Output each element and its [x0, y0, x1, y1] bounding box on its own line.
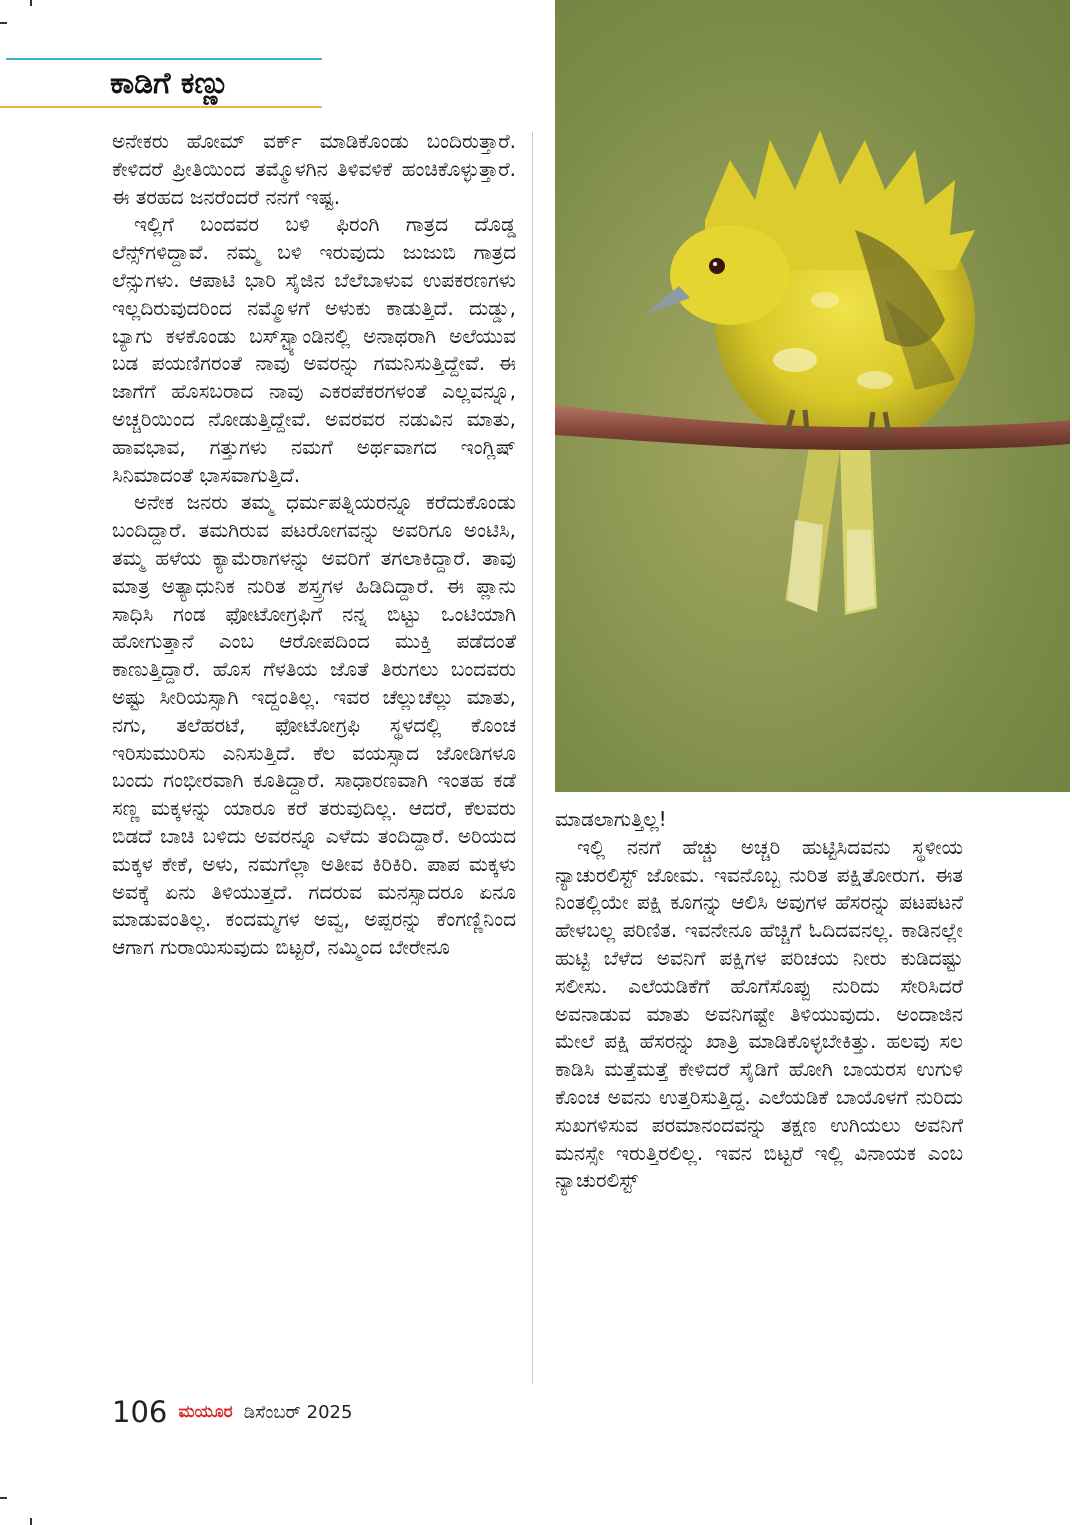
magazine-logo: ಮಯೂರ: [178, 1402, 233, 1422]
crop-mark: [0, 1497, 7, 1499]
bird-photo: [555, 0, 1070, 792]
header-rule-bottom: [0, 106, 322, 108]
issue-date: ಡಿಸೆಂಬರ್ 2025: [243, 1401, 353, 1423]
paragraph: ಅನೇಕ ಜನರು ತಮ್ಮ ಧರ್ಮಪತ್ನಿಯರನ್ನೂ ಕರೆದುಕೊಂಡು ಬಂದಿದ್ದಾರೆ. ತಮಗಿರುವ ಪಟರೋಗವನ್ನು ಅವರಿಗೂ ಅಂಟಿಸಿ, ತಮ್ಮ ಹಳೆಯ ಕ್ಯಾಮೆರಾಗಳನ್ನು ಅವರಿಗೆ ತಗಲಾಕಿದ್ದಾರೆ. ತಾವು ಮಾತ್ರ ಅತ್ಯಾಧುನಿಕ ನುರಿತ ಶಸ್ತ್ರಗಳ ಹಿಡಿದಿದ್ದಾರೆ. ಈ ಪ್ಲಾನು ಸಾಧಿಸಿ ಗಂಡ ಫೋಟೋಗ್ರಫಿಗೆ ನನ್ನ ಬಿಟ್ಟು ಒಂಟಿಯಾಗಿ ಹೋಗುತ್ತಾನೆ ಎಂಬ ಆರೋಪದಿಂದ ಮುಕ್ತಿ ಪಡೆದಂತೆ ಕಾಣುತ್ತಿದ್ದಾರೆ. ಹೊಸ ಗೆಳತಿಯ ಜೊತೆ ತಿರುಗಲು ಬಂದವರು ಅಷ್ಟು ಸೀರಿಯಸ್ಸಾಗಿ ಇದ್ದಂತಿಲ್ಲ. ಇವರ ಚೆಲ್ಲುಚೆಲ್ಲು ಮಾತು, ನಗು, ತಲೆಹರಟೆ, ಫೋಟೋಗ್ರಫಿ ಸ್ಥಳದಲ್ಲಿ ಕೊಂಚ ಇರಿಸುಮುರಿಸು ಎನಿಸುತ್ತಿದೆ. ಕೆಲ ವಯಸ್ಸಾದ ಜೋಡಿಗಳೂ ಬಂದು ಗಂಭೀರವಾಗಿ ಕೂತಿದ್ದಾರೆ. ಸಾಧಾರಣವಾಗಿ ಇಂತಹ ಕಡೆ ಸಣ್ಣ ಮಕ್ಕಳನ್ನು ಯಾರೂ ಕರೆ ತರುವುದಿಲ್ಲ. ಆದರೆ, ಕೆಲವರು ಬಿಡದೆ ಬಾಚಿ ಬಳಿದು ಅವರನ್ನೂ ಎಳೆದು ತಂದಿದ್ದಾರೆ. ಅರಿಯದ ಮಕ್ಕಳ ಕೇಕೆ, ಅಳು, ನಮಗೆಲ್ಲಾ ಅತೀವ ಕಿರಿಕಿರಿ. ಪಾಪ ಮಕ್ಕಳು ಅವಕ್ಕೆ ಏನು ತಿಳಿಯುತ್ತದೆ. ಗದರುವ ಮನಸ್ಸಾದರೂ ಏನೂ ಮಾಡುವಂತಿಲ್ಲ. ಕಂದಮ್ಮಗಳ ಅವ್ವ, ಅಪ್ಪರನ್ನು ಕೆಂಗಣ್ಣಿನಿಂದ ಆಗಾಗ ಗುರಾಯಿಸುವುದು ಬಿಟ್ಟರೆ, ನಮ್ಮಿಂದ ಬೇರೇನೂ: [112, 490, 516, 960]
paragraph: ಅನೇಕರು ಹೋಮ್ ವರ್ಕ್ ಮಾಡಿಕೊಂಡು ಬಂದಿರುತ್ತಾರೆ. ಕೇಳಿದರೆ ಪ್ರೀತಿಯಿಂದ ತಮ್ಮೊಳಗಿನ ತಿಳಿವಳಿಕೆ ಹಂಚಿಕೊಳ್ಳುತ್ತಾರೆ. ಈ ತರಹದ ಜನರೆಂದರೆ ನನಗೆ ಇಷ್ಟ.: [112, 129, 516, 209]
header-rule-top: [6, 58, 322, 60]
crop-mark: [30, 1518, 32, 1525]
article-column-left: [112, 128, 516, 962]
page-footer: [112, 1394, 352, 1430]
article-column-right: [555, 806, 963, 1195]
crop-mark: [0, 22, 7, 24]
section-header: [0, 58, 322, 110]
page-number: 106: [112, 1395, 168, 1429]
paragraph: ಇಲ್ಲಿ ನನಗೆ ಹೆಚ್ಚು ಅಚ್ಚರಿ ಹುಟ್ಟಿಸಿದವನು ಸ್ಥಳೀಯ ನ್ಯಾಚುರಲಿಸ್ಟ್ ಜೋಮ. ಇವನೊಬ್ಬ ನುರಿತ ಪಕ್ಷಿತೋರುಗ. ಈತ ನಿಂತಲ್ಲಿಯೇ ಪಕ್ಷಿ ಕೂಗನ್ನು ಆಲಿಸಿ ಅವುಗಳ ಹೆಸರನ್ನು ಪಟಪಟನೆ ಹೇಳಬಲ್ಲ ಪರಿಣಿತ. ಇವನೇನೂ ಹೆಚ್ಚಿಗೆ ಓದಿದವನಲ್ಲ. ಕಾಡಿನಲ್ಲೇ ಹುಟ್ಟಿ ಬೆಳೆದ ಅವನಿಗೆ ಪಕ್ಷಿಗಳ ಪರಿಚಯ ನೀರು ಕುಡಿದಷ್ಟು ಸಲೀಸು. ಎಲೆಯಡಿಕೆಗೆ ಹೊಗೆಸೊಪ್ಪು ನುರಿದು ಸೇರಿಸಿದರೆ ಅವನಾಡುವ ಮಾತು ಅವನಿಗಷ್ಟೇ ತಿಳಿಯುವುದು. ಅಂದಾಜಿನ ಮೇಲೆ ಪಕ್ಷಿ ಹೆಸರನ್ನು ಖಾತ್ರಿ ಮಾಡಿಕೊಳ್ಳಬೇಕಿತ್ತು. ಹಲವು ಸಲ ಕಾಡಿಸಿ ಮತ್ತೆಮತ್ತೆ ಕೇಳಿದರೆ ಸೈಡಿಗೆ ಹೋಗಿ ಬಾಯರಸ ಉಗುಳಿ ಕೊಂಚ ಅವನು ಉತ್ತರಿಸುತ್ತಿದ್ದ. ಎಲೆಯಡಿಕೆ ಬಾಯೊಳಗೆ ನುರಿದು ಸುಖಗಳಿಸುವ ಪರಮಾನಂದವನ್ನು ತಕ್ಷಣ ಉಗಿಯಲು ಅವನಿಗೆ ಮನಸ್ಸೇ ಇರುತ್ತಿರಲಿಲ್ಲ. ಇವನ ಬಿಟ್ಟರೆ ಇಲ್ಲಿ ವಿನಾಯಕ ಎಂಬ ನ್ಯಾಚುರಲಿಸ್ಟ್: [555, 834, 963, 1193]
crop-mark: [30, 0, 32, 6]
bird-icon: [555, 0, 1070, 792]
paragraph: ಮಾಡಲಾಗುತ್ತಿಲ್ಲ!: [555, 807, 667, 831]
section-title: ಕಾಡಿಗೆ ಕಣ್ಣು: [110, 66, 230, 101]
column-divider: [532, 132, 533, 1384]
paragraph: ಇಲ್ಲಿಗೆ ಬಂದವರ ಬಳಿ ಫಿರಂಗಿ ಗಾತ್ರದ ದೊಡ್ಡ ಲೆನ್ಸ್‌ಗಳಿದ್ದಾವೆ. ನಮ್ಮ ಬಳಿ ಇರುವುದು ಜುಜುಬಿ ಗಾತ್ರದ ಲೆನ್ಸುಗಳು. ಆಪಾಟಿ ಭಾರಿ ಸೈಜಿನ ಬೆಲೆಬಾಳುವ ಉಪಕರಣಗಳು ಇಲ್ಲದಿರುವುದರಿಂದ ನಮ್ಮೊಳಗೆ ಅಳುಕು ಕಾಡುತ್ತಿದೆ. ದುಡ್ಡು, ಬ್ಯಾಗು ಕಳಕೊಂಡು ಬಸ್‌ಸ್ಟ್ಯಾಂಡಿನಲ್ಲಿ ಅನಾಥರಾಗಿ ಅಲೆಯುವ ಬಡ ಪಯಣಿಗರಂತೆ ನಾವು ಅವರನ್ನು ಗಮನಿಸುತ್ತಿದ್ದೇವೆ. ಈ ಜಾಗೆಗೆ ಹೊಸಬರಾದ ನಾವು ಎಕರಪೆಕರಗಳಂತೆ ಎಲ್ಲವನ್ನೂ, ಅಚ್ಚರಿಯಿಂದ ನೋಡುತ್ತಿದ್ದೇವೆ. ಅವರವರ ನಡುವಿನ ಮಾತು, ಹಾವಭಾವ, ಗತ್ತುಗಳು ನಮಗೆ ಅರ್ಥವಾಗದ ಇಂಗ್ಲಿಷ್ ಸಿನಿಮಾದಂತೆ ಭಾಸವಾಗುತ್ತಿದೆ.: [112, 212, 516, 487]
